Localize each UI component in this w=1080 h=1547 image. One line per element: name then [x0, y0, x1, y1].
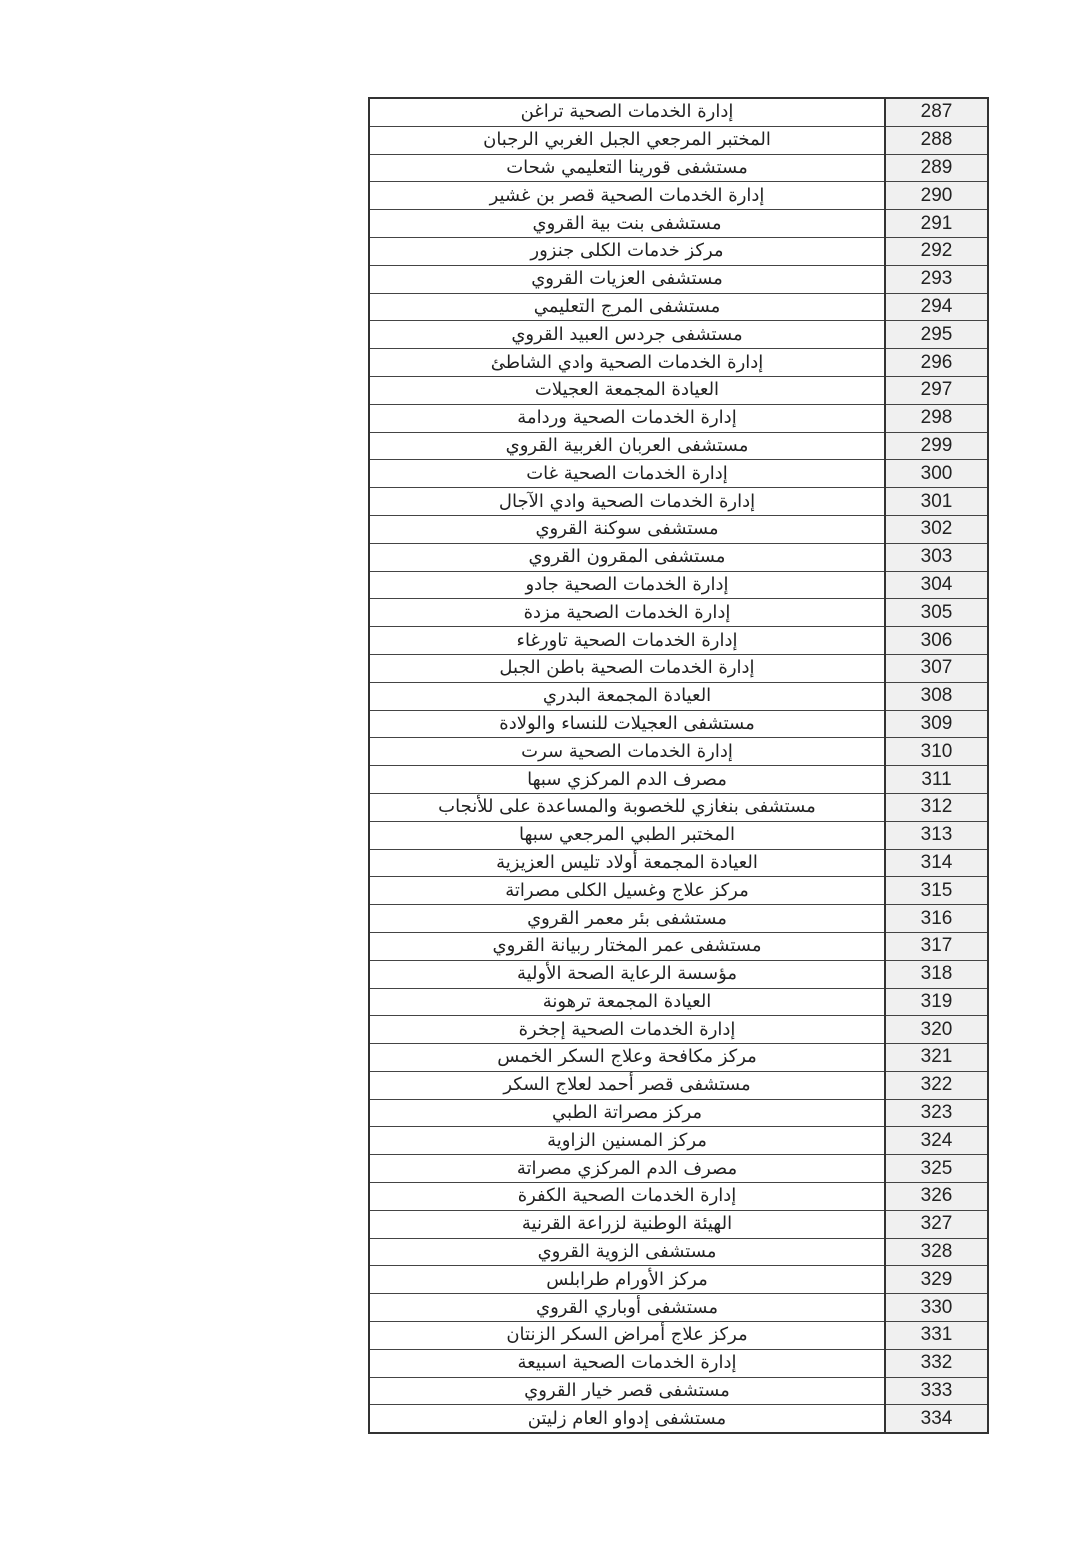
institution-name-cell: مستشفى أوباري القروي — [369, 1294, 885, 1322]
row-number-cell: 299 — [885, 432, 988, 460]
row-number-cell: 323 — [885, 1099, 988, 1127]
table-row — [369, 1377, 988, 1405]
row-number-cell: 330 — [885, 1294, 988, 1322]
row-number-cell: 300 — [885, 460, 988, 488]
row-number-cell: 289 — [885, 154, 988, 182]
table-row — [369, 182, 988, 210]
institution-name-cell: مستشفى سوكنة القروي — [369, 515, 885, 543]
row-number-cell: 333 — [885, 1377, 988, 1405]
institution-name-cell: المختبر المرجعي الجبل الغربي الرجبان — [369, 126, 885, 154]
table-row — [369, 543, 988, 571]
row-number-cell: 334 — [885, 1405, 988, 1433]
institution-name-cell: العيادة المجمعة البدري — [369, 682, 885, 710]
table-row — [369, 988, 988, 1016]
row-number-cell: 312 — [885, 793, 988, 821]
table-row — [369, 932, 988, 960]
table-row — [369, 460, 988, 488]
institution-name-cell: إدارة الخدمات الصحية تاورغاء — [369, 627, 885, 655]
institution-name-cell: العيادة المجمعة أولاد تليس العزيزية — [369, 849, 885, 877]
row-number-cell: 318 — [885, 960, 988, 988]
row-number-cell: 304 — [885, 571, 988, 599]
table-row — [369, 793, 988, 821]
row-number-cell: 298 — [885, 404, 988, 432]
row-number-cell: 327 — [885, 1210, 988, 1238]
table-row — [369, 682, 988, 710]
table-row — [369, 738, 988, 766]
institution-name-cell: مستشفى بنت بية القروي — [369, 210, 885, 238]
institution-name-cell: مصرف الدم المركزي سبها — [369, 766, 885, 794]
table-row — [369, 710, 988, 738]
institution-name-cell: الهيئة الوطنية لزراعة القرنية — [369, 1210, 885, 1238]
table-row — [369, 1183, 988, 1211]
row-number-cell: 328 — [885, 1238, 988, 1266]
row-number-cell: 315 — [885, 877, 988, 905]
row-number-cell: 310 — [885, 738, 988, 766]
institutions-table — [368, 97, 989, 1434]
table-row — [369, 1071, 988, 1099]
table-row — [369, 849, 988, 877]
table-body — [369, 98, 988, 1433]
row-number-cell: 332 — [885, 1349, 988, 1377]
institution-name-cell: مركز المسنين الزاوية — [369, 1127, 885, 1155]
table-row — [369, 1294, 988, 1322]
table-row — [369, 237, 988, 265]
row-number-cell: 293 — [885, 265, 988, 293]
institution-name-cell: إدارة الخدمات الصحية باطن الجبل — [369, 654, 885, 682]
row-number-cell: 296 — [885, 349, 988, 377]
table-row — [369, 1405, 988, 1433]
table-row — [369, 766, 988, 794]
table-row — [369, 488, 988, 516]
row-number-cell: 306 — [885, 627, 988, 655]
institution-name-cell: مستشفى بنغازي للخصوبة والمساعدة على للأنجاب — [369, 793, 885, 821]
institution-name-cell: مركز خدمات الكلى جنزور — [369, 237, 885, 265]
row-number-cell: 326 — [885, 1183, 988, 1211]
row-number-cell: 308 — [885, 682, 988, 710]
table-row — [369, 627, 988, 655]
row-number-cell: 290 — [885, 182, 988, 210]
table-row — [369, 321, 988, 349]
institution-name-cell: مستشفى قورينا التعليمي شحات — [369, 154, 885, 182]
institution-name-cell: إدارة الخدمات الصحية سرت — [369, 738, 885, 766]
institution-name-cell: إدارة الخدمات الصحية الكفرة — [369, 1183, 885, 1211]
institution-name-cell: مستشفى الزوية القروي — [369, 1238, 885, 1266]
institution-name-cell: العيادة المجمعة ترهونة — [369, 988, 885, 1016]
row-number-cell: 288 — [885, 126, 988, 154]
institution-name-cell: إدارة الخدمات الصحية وردامة — [369, 404, 885, 432]
institution-name-cell: مستشفى العجيلات للنساء والولادة — [369, 710, 885, 738]
row-number-cell: 320 — [885, 1016, 988, 1044]
institution-name-cell: مركز مصراتة الطبي — [369, 1099, 885, 1127]
institution-name-cell: العيادة المجمعة العجيلات — [369, 376, 885, 404]
institution-name-cell: مركز مكافحة وعلاج السكر الخمس — [369, 1044, 885, 1072]
institution-name-cell: مستشفى العزيات القروي — [369, 265, 885, 293]
table-row — [369, 293, 988, 321]
institution-name-cell: مركز الأورام طرابلس — [369, 1266, 885, 1294]
row-number-cell: 292 — [885, 237, 988, 265]
institution-name-cell: مستشفى بئر معمر القروي — [369, 905, 885, 933]
table-row — [369, 432, 988, 460]
row-number-cell: 314 — [885, 849, 988, 877]
row-number-cell: 297 — [885, 376, 988, 404]
row-number-cell: 301 — [885, 488, 988, 516]
table-row — [369, 821, 988, 849]
table-row — [369, 126, 988, 154]
institution-name-cell: إدارة الخدمات الصحية تراغن — [369, 98, 885, 126]
table-row — [369, 1016, 988, 1044]
institution-name-cell: مركز علاج أمراض السكر الزنتان — [369, 1322, 885, 1350]
institution-name-cell: مستشفى المرج التعليمي — [369, 293, 885, 321]
table-row — [369, 1099, 988, 1127]
institution-name-cell: إدارة الخدمات الصحية اسبيعة — [369, 1349, 885, 1377]
table-row — [369, 960, 988, 988]
institution-name-cell: مؤسسة الرعاية الصحة الأولية — [369, 960, 885, 988]
row-number-cell: 307 — [885, 654, 988, 682]
institution-name-cell: مستشفى عمر المختار ربيانة القروي — [369, 932, 885, 960]
institution-name-cell: إدارة الخدمات الصحية إجخرة — [369, 1016, 885, 1044]
institution-name-cell: إدارة الخدمات الصحية قصر بن غشير — [369, 182, 885, 210]
institution-name-cell: مركز علاج وغسيل الكلى مصراتة — [369, 877, 885, 905]
table-row — [369, 349, 988, 377]
table-row — [369, 515, 988, 543]
table-row — [369, 1210, 988, 1238]
institution-name-cell: مستشفى قصر أحمد لعلاج السكر — [369, 1071, 885, 1099]
table-row — [369, 210, 988, 238]
row-number-cell: 325 — [885, 1155, 988, 1183]
table-row — [369, 1044, 988, 1072]
table-row — [369, 404, 988, 432]
row-number-cell: 317 — [885, 932, 988, 960]
table-row — [369, 877, 988, 905]
institution-name-cell: مستشفى العربان الغربية القروي — [369, 432, 885, 460]
institution-name-cell: إدارة الخدمات الصحية وادي الآجال — [369, 488, 885, 516]
institution-name-cell: إدارة الخدمات الصحية غات — [369, 460, 885, 488]
row-number-cell: 311 — [885, 766, 988, 794]
table-row — [369, 905, 988, 933]
institution-name-cell: مصرف الدم المركزي مصراتة — [369, 1155, 885, 1183]
table-row — [369, 376, 988, 404]
row-number-cell: 303 — [885, 543, 988, 571]
row-number-cell: 329 — [885, 1266, 988, 1294]
table-row — [369, 1266, 988, 1294]
row-number-cell: 309 — [885, 710, 988, 738]
table-row — [369, 154, 988, 182]
row-number-cell: 302 — [885, 515, 988, 543]
row-number-cell: 331 — [885, 1322, 988, 1350]
row-number-cell: 313 — [885, 821, 988, 849]
institution-name-cell: مستشفى إدواو العام زليتن — [369, 1405, 885, 1433]
row-number-cell: 322 — [885, 1071, 988, 1099]
row-number-cell: 287 — [885, 98, 988, 126]
institution-name-cell: إدارة الخدمات الصحية جادو — [369, 571, 885, 599]
table-row — [369, 571, 988, 599]
row-number-cell: 291 — [885, 210, 988, 238]
row-number-cell: 295 — [885, 321, 988, 349]
table-row — [369, 1238, 988, 1266]
table-row — [369, 654, 988, 682]
institution-name-cell: إدارة الخدمات الصحية مزدة — [369, 599, 885, 627]
table-row — [369, 1322, 988, 1350]
institution-name-cell: مستشفى جردس العبيد القروي — [369, 321, 885, 349]
table-row — [369, 1127, 988, 1155]
institution-name-cell: مستشفى قصر خيار القروي — [369, 1377, 885, 1405]
table-row — [369, 1155, 988, 1183]
table-row — [369, 98, 988, 126]
row-number-cell: 324 — [885, 1127, 988, 1155]
table-row — [369, 1349, 988, 1377]
institution-name-cell: إدارة الخدمات الصحية وادي الشاطئ — [369, 349, 885, 377]
table-row — [369, 599, 988, 627]
row-number-cell: 319 — [885, 988, 988, 1016]
institution-name-cell: مستشفى المقرون القروي — [369, 543, 885, 571]
institution-name-cell: المختبر الطبي المرجعي سبها — [369, 821, 885, 849]
row-number-cell: 321 — [885, 1044, 988, 1072]
row-number-cell: 294 — [885, 293, 988, 321]
table-row — [369, 265, 988, 293]
row-number-cell: 305 — [885, 599, 988, 627]
row-number-cell: 316 — [885, 905, 988, 933]
